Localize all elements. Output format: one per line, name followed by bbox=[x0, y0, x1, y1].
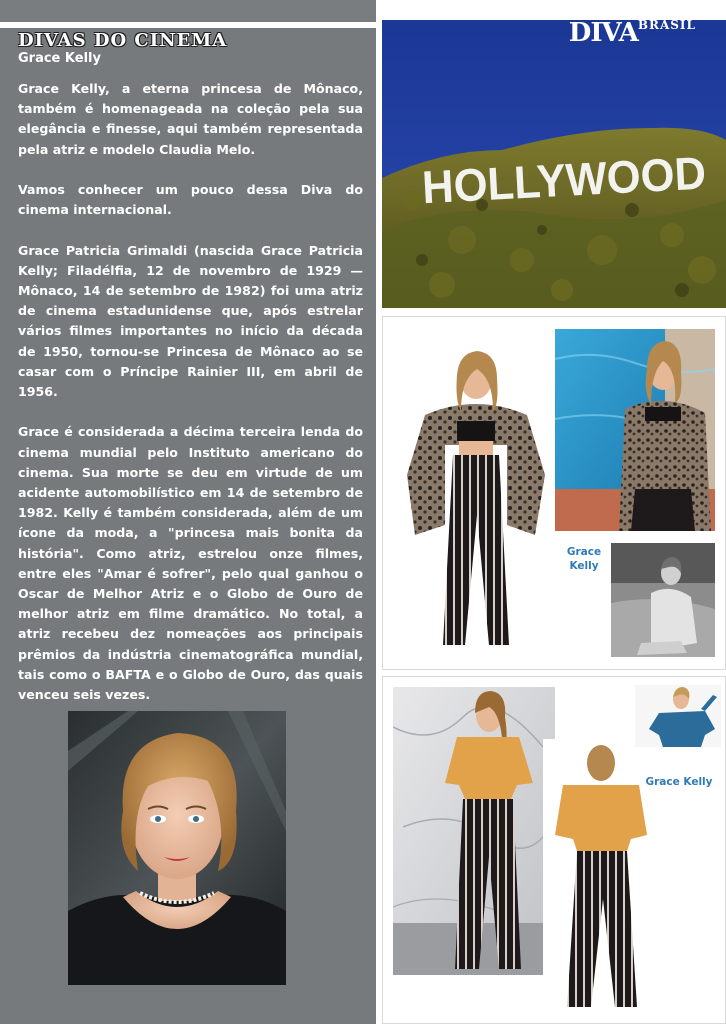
grace-kelly-blue-top-photo bbox=[635, 685, 721, 747]
magazine-logo bbox=[569, 18, 696, 48]
hollywood-sign: HOLLYWOOD bbox=[420, 145, 724, 214]
caption-grace-kelly bbox=[559, 545, 609, 573]
model-leopard-outfit-photo bbox=[397, 345, 555, 649]
section-title: DIVAS DO CINEMA bbox=[18, 30, 228, 51]
caption-grace-kelly-bottom: Grace Kelly bbox=[645, 776, 713, 788]
paragraph: Vamos conhecer um pouco dessa Diva do cinema internacional. bbox=[18, 182, 363, 218]
outfit-panel-mustard bbox=[382, 676, 726, 1024]
brand-sub: BRASIL bbox=[637, 18, 696, 32]
article-body bbox=[18, 79, 363, 725]
article-subtitle: Grace Kelly bbox=[18, 51, 101, 66]
brand-main: DIVA bbox=[568, 18, 638, 48]
outfit-panel-leopard bbox=[382, 316, 726, 670]
paragraph: Grace Patricia Grimaldi (nascida Grace Patricia Kelly; Filadélfia, 12 de novembro de 1929 — Mônaco, 14 de setembro de 1982) foi uma atriz de cinema estadunidense que, após estrelar vários filmes importantes no início da década de 1950, tornou-se Princesa de Mônaco ao se casar com o Príncipe Rainier III, em abril de 1956. bbox=[18, 242, 363, 400]
paragraph: Grace Kelly, a eterna princesa de Mônaco, também é homenageada na coleção pela sua elegância e finesse, aqui também representada pela atriz e modelo Claudia Melo. bbox=[18, 81, 363, 157]
top-strip bbox=[0, 0, 376, 22]
model-pool-photo bbox=[555, 329, 715, 531]
paragraph: Grace é considerada a décima terceira lenda do cinema mundial pelo Instituto americano do cinema. Sua morte se deu em virtude de um acidente automobilístico em 14 de setembro de 1982. Kelly é também considerada, além de um ícone da moda, a "princesa mais bonita da história". Como atriz, estrelou onze filmes, entre eles "Amar é sofrer", pelo qual ganhou o Oscar de Melhor Atriz e o Globo de Ouro de melhor atriz em filme dramático. No total, a atriz recebeu dez nomeações aos principais prêmios da indústria cinematográfica mundial, tais como o BAFTA e o Globo de Ouro, das quais venceu seis vezes. bbox=[18, 424, 363, 703]
model-marble-backdrop-photo bbox=[393, 687, 555, 975]
grace-kelly-portrait bbox=[68, 711, 286, 985]
hollywood-hero-image bbox=[382, 0, 726, 308]
caption-line: Kelly bbox=[569, 560, 599, 572]
caption-line: Grace bbox=[566, 546, 602, 558]
grace-kelly-bw-photo bbox=[611, 543, 715, 657]
divider-line bbox=[0, 22, 376, 28]
